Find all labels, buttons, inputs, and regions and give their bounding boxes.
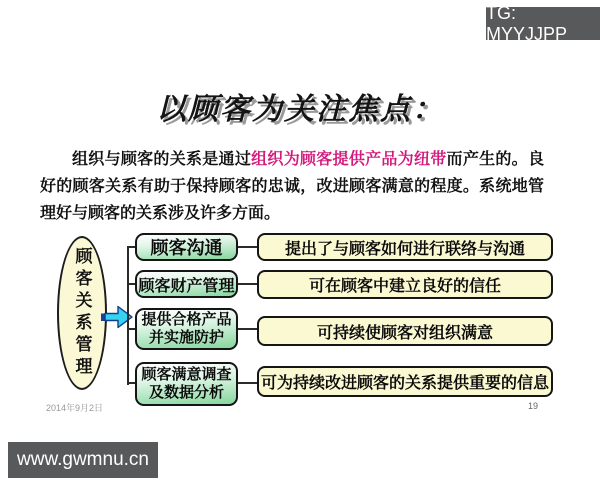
page-number: 19 [528,401,539,411]
bracket-line [127,246,129,385]
detail-box: 可在顾客中建立良好的信任 [257,270,553,299]
watermark-top-right: TG: MYYJJPP [486,7,600,40]
detail-box: 可持续使顾客对组织满意 [257,316,553,346]
slide-title: 以顾客为关注焦点： [156,93,444,126]
topic-detail-connector [238,283,257,285]
topic-box: 提供合格产品并实施防护 [135,308,238,350]
detail-box: 提出了与顾客如何进行联络与沟通 [257,233,553,261]
topic-box: 顾客沟通 [135,233,238,261]
root-node-label: 顾客关系管理 [72,247,92,379]
topic-box: 顾客满意调查及数据分析 [135,362,238,406]
topic-detail-connector [238,382,257,384]
topic-detail-connector [238,328,257,330]
footer-date: 2014年9月2日 [46,403,104,413]
watermark-bottom-left: www.gwmnu.cn [8,442,158,478]
topic-box: 顾客财产管理 [135,270,238,298]
intro-paragraph [40,146,544,227]
detail-box: 可为持续改进顾客的关系提供重要的信息 [257,366,553,397]
paragraph-highlight: 组织为顾客提供产品为纽带 [251,151,447,168]
paragraph-text-after: 而产生的。良好的顾客关系有助于保持顾客的忠诚，改进顾客满意的程度。系统地管理好与顾客的关系涉及许多方面。 [40,151,544,222]
topic-detail-connector [238,246,257,248]
paragraph-text-before: 组织与顾客的关系是通过 [72,151,252,168]
